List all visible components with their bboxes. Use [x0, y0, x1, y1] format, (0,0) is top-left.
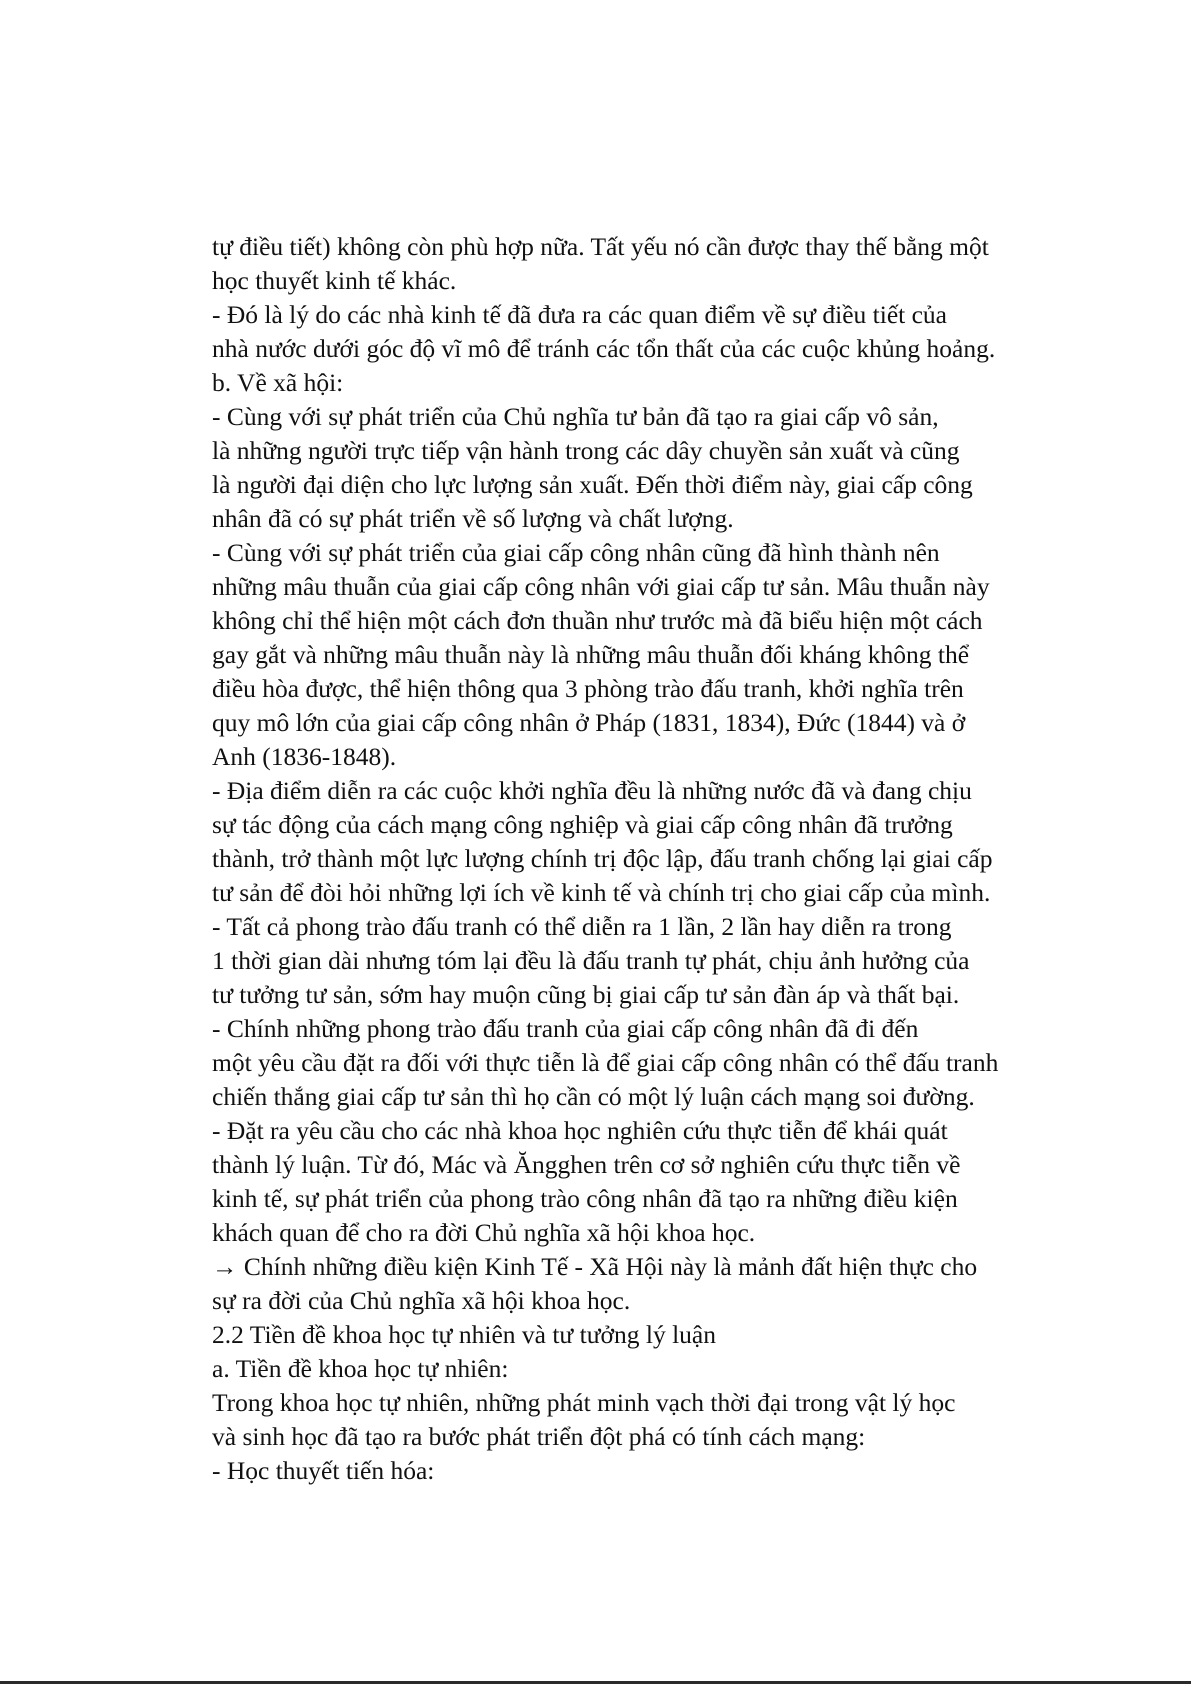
text-line: điều hòa được, thể hiện thông qua 3 phòng trào đấu tranh, khởi nghĩa trên [212, 674, 964, 703]
text-line: tư sản để đòi hỏi những lợi ích về kinh tế và chính trị cho giai cấp của mình. [212, 878, 991, 907]
subsection-heading-natural-science: a. Tiền đề khoa học tự nhiên: [212, 1354, 509, 1383]
text-line: sự tác động của cách mạng công nghiệp và giai cấp công nhân đã trưởng [212, 810, 953, 839]
text-line: Trong khoa học tự nhiên, những phát minh vạch thời đại trong vật lý học [212, 1388, 956, 1417]
text-line: Anh (1836-1848). [212, 742, 397, 771]
text-line: là người đại diện cho lực lượng sản xuất. Đến thời điểm này, giai cấp công [212, 470, 973, 499]
text-line: thành, trở thành một lực lượng chính trị độc lập, đấu tranh chống lại giai cấp [212, 844, 993, 873]
text-line: - Cùng với sự phát triển của Chủ nghĩa tư bản đã tạo ra giai cấp vô sản, [212, 402, 939, 431]
text-line: gay gắt và những mâu thuẫn này là những mâu thuẫn đối kháng không thể [212, 640, 970, 669]
text-line: - Đặt ra yêu cầu cho các nhà khoa học nghiên cứu thực tiễn để khái quát [212, 1116, 948, 1145]
text-line: học thuyết kinh tế khác. [212, 266, 457, 295]
text-line: - Chính những phong trào đấu tranh của giai cấp công nhân đã đi đến [212, 1014, 919, 1043]
text-line: kinh tế, sự phát triển của phong trào công nhân đã tạo ra những điều kiện [212, 1184, 958, 1213]
text-line: chiến thắng giai cấp tư sản thì họ cần có một lý luận cách mạng soi đường. [212, 1082, 975, 1111]
section-heading-society: b. Về xã hội: [212, 368, 344, 397]
text-line: - Cùng với sự phát triển của giai cấp công nhân cũng đã hình thành nên [212, 538, 940, 567]
text-line: - Địa điểm diễn ra các cuộc khởi nghĩa đều là những nước đã và đang chịu [212, 776, 972, 805]
text-line: nhà nước dưới góc độ vĩ mô để tránh các tổn thất của các cuộc khủng hoảng. [212, 334, 996, 363]
text-line: khách quan để cho ra đời Chủ nghĩa xã hội khoa học. [212, 1218, 756, 1247]
text-line: là những người trực tiếp vận hành trong các dây chuyền sản xuất và cũng [212, 436, 960, 465]
section-heading-2-2: 2.2 Tiền đề khoa học tự nhiên và tư tưởng lý luận [212, 1320, 716, 1349]
text-line: - Học thuyết tiến hóa: [212, 1456, 435, 1485]
text-line: tự điều tiết) không còn phù hợp nữa. Tất yếu nó cần được thay thế bằng một [212, 232, 989, 261]
text-line: - Tất cả phong trào đấu tranh có thể diễn ra 1 lần, 2 lần hay diễn ra trong [212, 912, 952, 941]
conclusion-line: → Chính những điều kiện Kinh Tế - Xã Hội này là mảnh đất hiện thực cho [212, 1252, 978, 1281]
page-bottom-rule [0, 1681, 1191, 1684]
text-line: - Đó là lý do các nhà kinh tế đã đưa ra các quan điểm về sự điều tiết của [212, 300, 947, 329]
text-line: một yêu cầu đặt ra đối với thực tiễn là để giai cấp công nhân có thể đấu tranh [212, 1048, 999, 1077]
text-line: nhân đã có sự phát triển về số lượng và chất lượng. [212, 504, 734, 533]
conclusion-line: sự ra đời của Chủ nghĩa xã hội khoa học. [212, 1286, 631, 1315]
text-line: thành lý luận. Từ đó, Mác và Ăngghen trên cơ sở nghiên cứu thực tiễn về [212, 1150, 961, 1179]
text-line: 1 thời gian dài nhưng tóm lại đều là đấu tranh tự phát, chịu ảnh hưởng của [212, 946, 970, 975]
text-line: và sinh học đã tạo ra bước phát triển đột phá có tính cách mạng: [212, 1422, 866, 1451]
document-body-text [212, 230, 1092, 1488]
text-line: quy mô lớn của giai cấp công nhân ở Pháp (1831, 1834), Đức (1844) và ở [212, 708, 966, 737]
text-line: tư tưởng tư sản, sớm hay muộn cũng bị giai cấp tư sản đàn áp và thất bại. [212, 980, 960, 1009]
text-line: những mâu thuẫn của giai cấp công nhân với giai cấp tư sản. Mâu thuẫn này [212, 572, 990, 601]
text-line: không chỉ thể hiện một cách đơn thuần như trước mà đã biểu hiện một cách [212, 606, 983, 635]
